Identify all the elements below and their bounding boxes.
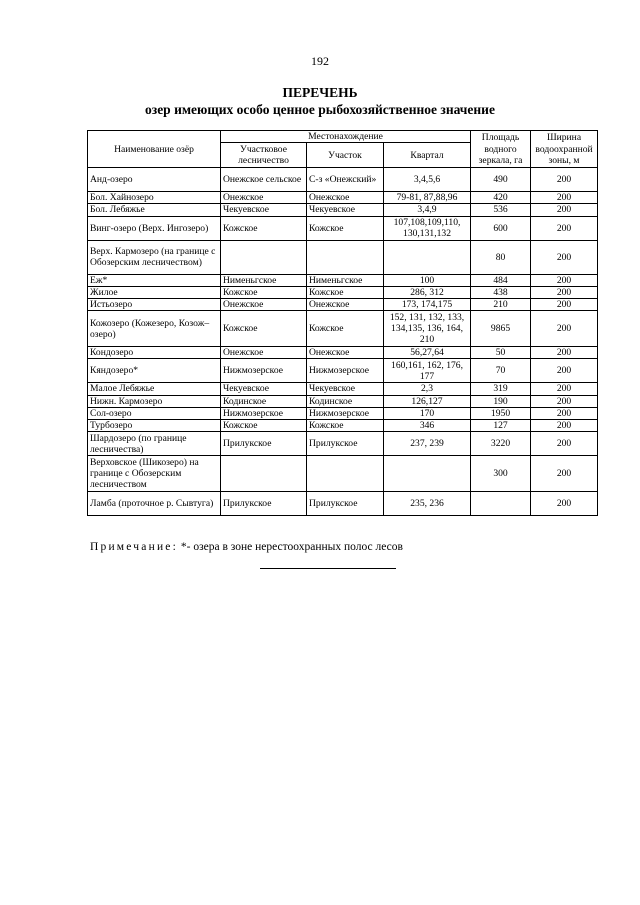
- forestry-cell: Нименьгское: [221, 274, 307, 286]
- quarter-cell: 126,127: [384, 395, 471, 407]
- lake-name-cell: Верх. Кармозеро (на границе с Обозерским лесничеством): [88, 240, 221, 274]
- table-row: [88, 299, 598, 311]
- table-row: [88, 286, 598, 298]
- lake-name-cell: Истьозеро: [88, 299, 221, 311]
- zone-width-cell: 200: [531, 216, 598, 240]
- quarter-cell: 107,108,109,110, 130,131,132: [384, 216, 471, 240]
- table-header: [88, 131, 598, 168]
- table-row: [88, 359, 598, 383]
- forestry-cell: Нижмозерское: [221, 407, 307, 419]
- header-forestry: Участковое лесничество: [221, 143, 307, 168]
- forestry-cell: Прилукское: [221, 432, 307, 456]
- section-cell: Кожское: [307, 420, 384, 432]
- section-cell: Онежское: [307, 347, 384, 359]
- section-cell: Кожское: [307, 216, 384, 240]
- lake-name-cell: Малое Лебяжье: [88, 383, 221, 395]
- quarter-cell: 160,161, 162, 176, 177: [384, 359, 471, 383]
- water-area-cell: 536: [471, 204, 531, 216]
- lake-name-cell: Бол. Хайнозеро: [88, 192, 221, 204]
- forestry-cell: Чекуевское: [221, 204, 307, 216]
- lakes-table: [87, 130, 598, 516]
- quarter-cell: 286, 312: [384, 286, 471, 298]
- header-quarter: Квартал: [384, 143, 471, 168]
- quarter-cell: 173, 174,175: [384, 299, 471, 311]
- table-row: [88, 420, 598, 432]
- water-area-cell: 300: [471, 456, 531, 492]
- quarter-cell: 152, 131, 132, 133, 134,135, 136, 164, 210: [384, 311, 471, 347]
- table-note: [90, 541, 403, 553]
- table-row: [88, 395, 598, 407]
- table-row: [88, 240, 598, 274]
- lake-name-cell: Анд-озеро: [88, 168, 221, 192]
- lake-name-cell: Кондозеро: [88, 347, 221, 359]
- title-heading: ПЕРЕЧЕНЬ: [282, 85, 358, 100]
- zone-width-cell: 200: [531, 240, 598, 274]
- quarter-cell: 56,27,64: [384, 347, 471, 359]
- lake-name-cell: Бол. Лебяжье: [88, 204, 221, 216]
- forestry-cell: [221, 456, 307, 492]
- lake-name-cell: Жилое: [88, 286, 221, 298]
- water-area-cell: 319: [471, 383, 531, 395]
- note-label: Примечание:: [90, 541, 179, 553]
- zone-width-cell: 200: [531, 395, 598, 407]
- closing-rule: [260, 568, 396, 569]
- forestry-cell: Нижмозерское: [221, 359, 307, 383]
- lake-name-cell: Сол-озеро: [88, 407, 221, 419]
- zone-width-cell: 200: [531, 407, 598, 419]
- forestry-cell: Кожское: [221, 311, 307, 347]
- water-area-cell: 210: [471, 299, 531, 311]
- zone-width-cell: 200: [531, 168, 598, 192]
- lake-name-cell: Ламба (проточное р. Сывтуга): [88, 492, 221, 516]
- table-row: [88, 311, 598, 347]
- section-cell: Кодинское: [307, 395, 384, 407]
- header-protection-zone-width: Ширина водоохранной зоны, м: [531, 131, 598, 168]
- zone-width-cell: 200: [531, 299, 598, 311]
- header-location: Местонахождение: [221, 131, 471, 143]
- table-row: [88, 383, 598, 395]
- water-area-cell: 3220: [471, 432, 531, 456]
- note-text: *- озера в зоне нерестоохранных полос лесов: [178, 541, 403, 553]
- quarter-cell: 237, 239: [384, 432, 471, 456]
- section-cell: Нижмозерское: [307, 407, 384, 419]
- page-number: 192: [311, 54, 329, 68]
- forestry-cell: Кожское: [221, 420, 307, 432]
- zone-width-cell: 200: [531, 192, 598, 204]
- header-lake-name: Наименование озёр: [88, 131, 221, 168]
- title-subheading: озер имеющих особо ценное рыбохозяйственное значение: [145, 102, 495, 117]
- forestry-cell: Онежское: [221, 347, 307, 359]
- forestry-cell: Кодинское: [221, 395, 307, 407]
- quarter-cell: 2,3: [384, 383, 471, 395]
- quarter-cell: 79-81, 87,88,96: [384, 192, 471, 204]
- zone-width-cell: 200: [531, 492, 598, 516]
- lake-name-cell: Кяндозеро*: [88, 359, 221, 383]
- zone-width-cell: 200: [531, 286, 598, 298]
- section-cell: Онежское: [307, 192, 384, 204]
- zone-width-cell: 200: [531, 204, 598, 216]
- table-row: [88, 168, 598, 192]
- table-row: [88, 456, 598, 492]
- table-row: [88, 192, 598, 204]
- lake-name-cell: Верховское (Шикозеро) на границе с Обозерским лесничеством: [88, 456, 221, 492]
- lake-name-cell: Турбозеро: [88, 420, 221, 432]
- section-cell: Чекуевское: [307, 204, 384, 216]
- section-cell: Нижмозерское: [307, 359, 384, 383]
- table-body: [88, 168, 598, 516]
- water-area-cell: 127: [471, 420, 531, 432]
- water-area-cell: 50: [471, 347, 531, 359]
- table-row: [88, 274, 598, 286]
- forestry-cell: Кожское: [221, 286, 307, 298]
- zone-width-cell: 200: [531, 383, 598, 395]
- forestry-cell: [221, 240, 307, 274]
- forestry-cell: Онежское сельское: [221, 168, 307, 192]
- table-row: [88, 204, 598, 216]
- forestry-cell: Прилукское: [221, 492, 307, 516]
- quarter-cell: 235, 236: [384, 492, 471, 516]
- water-area-cell: 190: [471, 395, 531, 407]
- zone-width-cell: 200: [531, 359, 598, 383]
- section-cell: Нименьгское: [307, 274, 384, 286]
- lake-name-cell: Винг-озеро (Верх. Ингозеро): [88, 216, 221, 240]
- lake-name-cell: Еж*: [88, 274, 221, 286]
- forestry-cell: Кожское: [221, 216, 307, 240]
- water-area-cell: 70: [471, 359, 531, 383]
- quarter-cell: 346: [384, 420, 471, 432]
- quarter-cell: 170: [384, 407, 471, 419]
- forestry-cell: Чекуевское: [221, 383, 307, 395]
- lake-name-cell: Нижн. Кармозеро: [88, 395, 221, 407]
- section-cell: Чекуевское: [307, 383, 384, 395]
- water-area-cell: 490: [471, 168, 531, 192]
- water-area-cell: [471, 492, 531, 516]
- section-cell: Прилукское: [307, 492, 384, 516]
- section-cell: Кожское: [307, 286, 384, 298]
- water-area-cell: 420: [471, 192, 531, 204]
- quarter-cell: 3,4,5,6: [384, 168, 471, 192]
- section-cell: [307, 240, 384, 274]
- zone-width-cell: 200: [531, 432, 598, 456]
- section-cell: Кожское: [307, 311, 384, 347]
- table-row: [88, 492, 598, 516]
- header-water-area: Площадь водного зеркала, га: [471, 131, 531, 168]
- forestry-cell: Онежское: [221, 299, 307, 311]
- document-title: [0, 84, 640, 118]
- lake-name-cell: Шардозеро (по границе лесничества): [88, 432, 221, 456]
- section-cell: С-з «Онежский»: [307, 168, 384, 192]
- zone-width-cell: 200: [531, 274, 598, 286]
- water-area-cell: 600: [471, 216, 531, 240]
- zone-width-cell: 200: [531, 420, 598, 432]
- table-row: [88, 432, 598, 456]
- water-area-cell: 438: [471, 286, 531, 298]
- zone-width-cell: 200: [531, 347, 598, 359]
- quarter-cell: 100: [384, 274, 471, 286]
- water-area-cell: 484: [471, 274, 531, 286]
- quarter-cell: 3,4,9: [384, 204, 471, 216]
- lake-name-cell: Кожозеро (Кожезеро, Козож–озеро): [88, 311, 221, 347]
- water-area-cell: 80: [471, 240, 531, 274]
- header-section: Участок: [307, 143, 384, 168]
- section-cell: [307, 456, 384, 492]
- section-cell: Прилукское: [307, 432, 384, 456]
- zone-width-cell: 200: [531, 311, 598, 347]
- section-cell: Онежское: [307, 299, 384, 311]
- forestry-cell: Онежское: [221, 192, 307, 204]
- table-row: [88, 347, 598, 359]
- table-row: [88, 407, 598, 419]
- water-area-cell: 9865: [471, 311, 531, 347]
- quarter-cell: [384, 456, 471, 492]
- zone-width-cell: 200: [531, 456, 598, 492]
- table-row: [88, 216, 598, 240]
- quarter-cell: [384, 240, 471, 274]
- water-area-cell: 1950: [471, 407, 531, 419]
